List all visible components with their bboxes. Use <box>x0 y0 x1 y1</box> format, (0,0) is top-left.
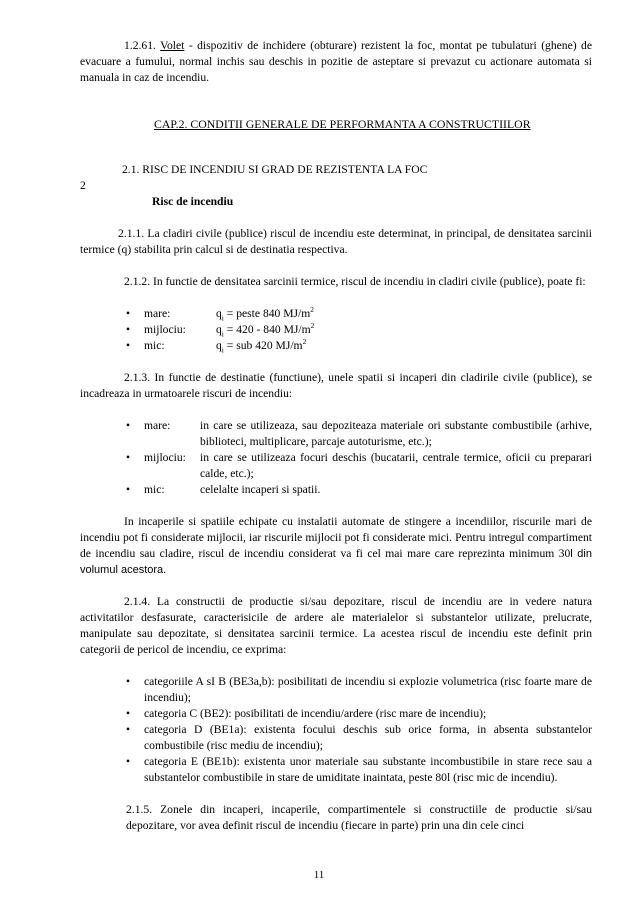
risk-value: $q_i$ = peste 840 $MJ/m^2$ <box>216 305 315 323</box>
risk-value: $q_i = 420 - 840$ $MJ/m^2$ <box>216 321 315 339</box>
category-text: categoria C (BE2): posibilitati de incendiu/ardere (risc mare de incendiu); <box>144 707 487 720</box>
paragraph-2-1-5-wrapper <box>80 802 592 834</box>
section-heading-2-1: 2.1. RISC DE INCENDIU SI GRAD DE REZISTENTA LA FOC <box>122 163 428 176</box>
bullet-icon: • <box>126 451 131 464</box>
paragraph-2-1-4: 2.1.4. La constructii de productie si/sau depozitare, riscul de incendiu are in vedere natura activitatilor desfasurate, caracterisicile de ardere ale materialelor si substantelor utilizate, prelucrate, manipulate sau depozitate, si densitatea sarcinii termice. La acestea riscul de incendiu este definit prin categorii de pericol de incendiu, ce exprima: <box>80 595 592 656</box>
risk-label: mic: <box>144 339 165 352</box>
list-item <box>126 338 592 354</box>
sans-serif-fragment: l din volumul acestora. <box>80 548 592 576</box>
list-item <box>126 722 592 754</box>
risk-label: mare: <box>144 419 171 432</box>
category-text: categoriile A sI B (BE3a,b): posibilitati de incendiu si explozie volumetrica (risc foarte mare de incendiu); <box>144 675 592 704</box>
bullet-icon: • <box>126 323 131 336</box>
risk-label: mare: <box>144 307 171 320</box>
risk-description: in care se utilizeaza, sau depoziteaza materiale ori substante combustibile (arhive, biblioteci, multiplicare, parcaje autoturisme, etc.); <box>200 419 592 448</box>
list-item <box>126 322 592 338</box>
subsection-heading: Risc de incendiu <box>152 195 234 208</box>
clause-text: - dispozitiv de inchidere (obturare) rezistent la foc, montat pe tubulaturi (ghene) de evacuare a fumului, normal inchis sau deschis in pozitie de asteptare si prevazut cu actionare automata si manuala in caz de incendiu. <box>80 39 592 84</box>
list-item <box>126 706 592 722</box>
category-text: categoria E (BE1b): existenta unor materiale sau substante incombustibile in stare rece sau a substantelor combustibile in stare de umiditate inaintata, peste 80l (risc mic de incendiu). <box>144 755 592 784</box>
list-item <box>126 674 592 706</box>
risk-definition-list <box>80 418 592 498</box>
bullet-icon: • <box>126 307 131 320</box>
list-item <box>126 754 592 786</box>
list-item <box>126 306 592 322</box>
chapter-heading: CAP.2. CONDITII GENERALE DE PERFORMANTA A CONSTRUCTIILOR <box>154 117 531 131</box>
bullet-icon: • <box>126 723 131 736</box>
paragraph-2-1-5-item <box>126 802 592 834</box>
risk-description: in care se utilizeaza focuri deschis (bucatarii, centrale termice, oficii cu preparari calde, etc.); <box>200 451 592 480</box>
risk-description: celelalte incaperi si spatii. <box>200 483 321 496</box>
paragraph-1-2-61 <box>80 38 592 86</box>
bullet-icon: • <box>126 675 131 688</box>
bullet-icon: • <box>126 483 131 496</box>
category-text: categoria D (BE1a): existenta focului deschis sub orice forma, in absenta substantelor combustibile (risc mediu de incendiu); <box>144 723 592 752</box>
paragraph-automatic-extinguishing: In incaperile si spatiile echipate cu instalatii automate de stingere a incendiilor, riscurile mari de incendiu pot fi considerate mijlocii, iar riscurile mijlocii pot fi considerate mici. Pentru intregul compartiment de incendiu sau cladire, riscul de incendiu considerat va fi cel mai mare care reprezinta minimum 30l din volumul acestora. <box>80 515 592 576</box>
bullet-icon: • <box>126 755 131 768</box>
paragraph-2-1-5: 2.1.5. Zonele din incaperi, incaperile, compartimentele si constructiile de productie si/sau depozitare, vor avea definit riscul de incendiu (fiecare in parte) prin una din cele cinci <box>126 803 592 832</box>
document-page <box>80 38 592 834</box>
list-item <box>126 450 592 482</box>
list-item <box>126 482 592 498</box>
bullet-icon: • <box>126 707 131 720</box>
page-number: 11 <box>313 869 325 881</box>
paragraph-2-1-3: 2.1.3. In functie de destinatie (functiune), unele spatii si incaperi din cladirile civile (publice), se incadreaza in urmatoarele riscuri de incendiu: <box>80 371 592 400</box>
bullet-icon: • <box>126 419 131 432</box>
risk-level-list <box>80 306 592 354</box>
risk-value: $q_i$ = sub 420 $MJ/m^2$ <box>216 337 307 355</box>
risk-label: mijlociu: <box>144 323 186 336</box>
paragraph-2-1-1: 2.1.1. La cladiri civile (publice) riscul de incendiu este determinat, in principal, de densitatea sarcinii termice (q) stabilita prin calcul si de destinatia respectiva. <box>80 227 592 256</box>
risk-label: mijlociu: <box>144 451 186 464</box>
stray-number: 2 <box>80 179 86 192</box>
clause-number: 1.2.61. <box>124 39 156 52</box>
term-volet: Volet <box>160 39 185 52</box>
bullet-icon: • <box>126 339 131 352</box>
category-list <box>80 674 592 786</box>
list-item <box>126 418 592 450</box>
paragraph-2-1-2: 2.1.2. In functie de densitatea sarcinii termice, riscul de incendiu in cladiri civile (publice), poate fi: <box>124 275 586 288</box>
risk-label: mic: <box>144 483 165 496</box>
